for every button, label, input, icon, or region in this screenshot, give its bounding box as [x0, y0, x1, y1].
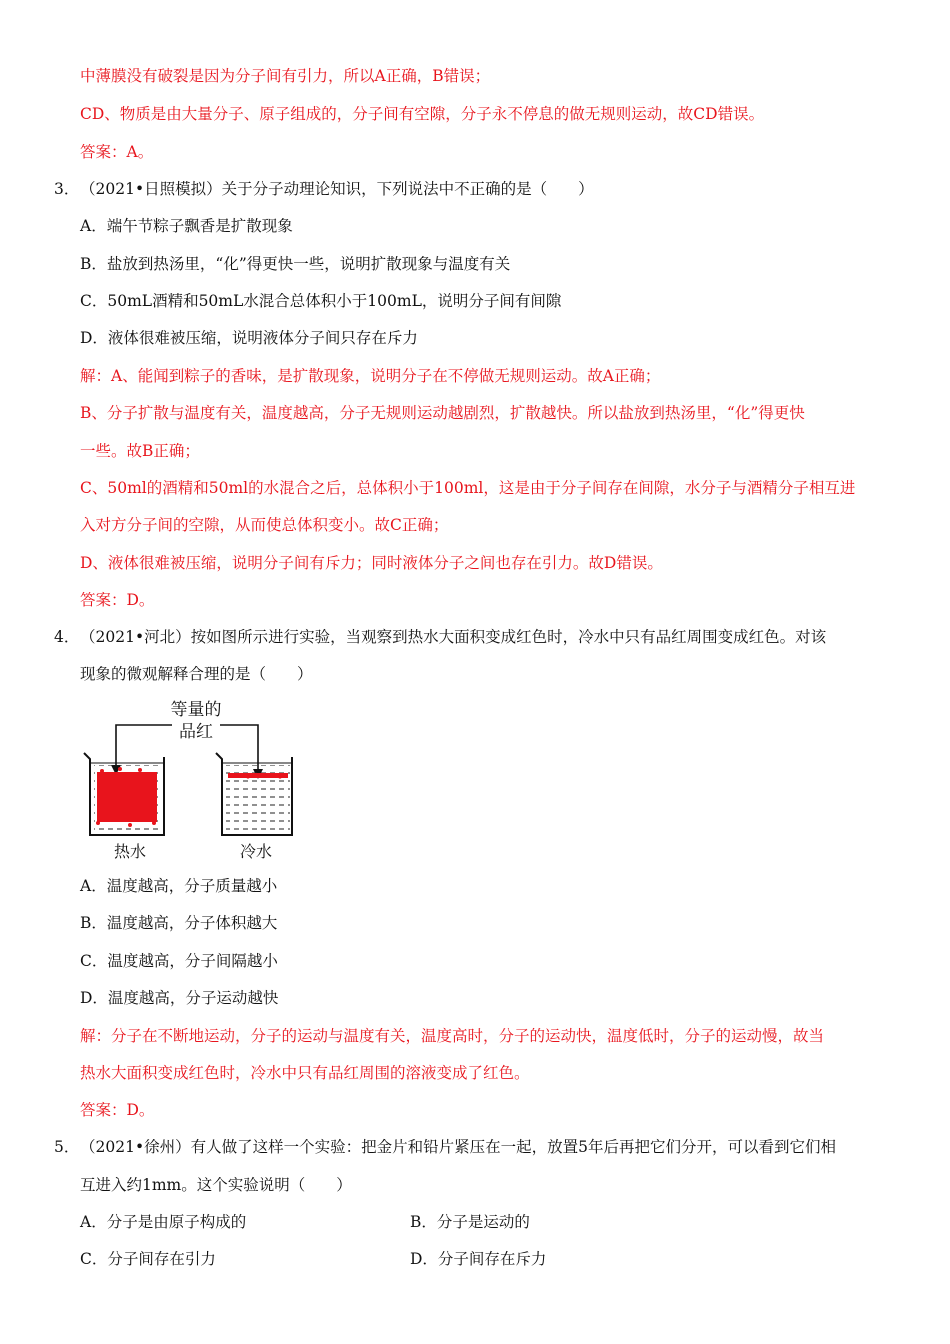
option-d: D．分子间存在斥力: [410, 1250, 547, 1268]
question-number: 5．: [54, 1138, 80, 1156]
option-a: A．分子是由原子构成的: [80, 1213, 247, 1231]
question-stem: （2021•徐州）有人做了这样一个实验：把金片和铅片紧压在一起，放置5年后再把它们分开，可以看到它们相: [80, 1138, 836, 1156]
option-d: D．液体很难被压缩，说明液体分子间只存在斥力: [80, 329, 418, 347]
cold-water-beaker: [216, 753, 292, 835]
solution-line: CD、物质是由大量分子、原子组成的，分子间有空隙，分子永不停息的做无规则运动，故CD错误。: [80, 105, 765, 123]
option-d: D．温度越高，分子运动越快: [80, 989, 279, 1007]
figure-title: 等量的: [170, 700, 222, 720]
hot-water-beaker: [84, 753, 164, 835]
question-stem: （2021•日照模拟）关于分子动理论知识，下列说法中不正确的是（ ）: [80, 180, 594, 198]
question-stem: 互进入约1mm。这个实验说明（ ）: [80, 1176, 352, 1194]
hot-water-label: 热水: [113, 842, 147, 861]
figure-title: 品红: [179, 722, 213, 742]
option-a: A．端午节粽子飘香是扩散现象: [80, 217, 293, 235]
option-c: C．温度越高，分子间隔越小: [80, 952, 278, 970]
option-c: C．分子间存在引力: [80, 1250, 216, 1268]
question-stem: 现象的微观解释合理的是（ ）: [80, 665, 313, 683]
solution-line: 解：分子在不断地运动，分子的运动与温度有关，温度高时，分子的运动快，温度低时，分子的运动慢，故当: [80, 1027, 825, 1045]
answer-line: 答案：D。: [80, 1101, 155, 1119]
question-number: 4．: [54, 628, 80, 646]
solution-line: B、分子扩散与温度有关，温度越高，分子无规则运动越剧烈，扩散越快。所以盐放到热汤里，“化”得更快: [80, 404, 805, 422]
solution-line: 入对方分子间的空隙，从而使总体积变小。故C正确；: [80, 516, 449, 534]
experiment-figure: [80, 697, 320, 865]
question-number: 3．: [54, 180, 80, 198]
solution-line: D、液体很难被压缩，说明分子间有斥力；同时液体分子之间也存在引力。故D错误。: [80, 554, 663, 572]
answer-line: 答案：D。: [80, 591, 155, 609]
option-a: A．温度越高，分子质量越小: [80, 877, 278, 895]
option-c: C．50mL酒精和50mL水混合总体积小于100mL，说明分子间有间隙: [80, 292, 562, 310]
solution-line: 解：A、能闻到粽子的香味，是扩散现象，说明分子在不停做无规则运动。故A正确；: [80, 367, 661, 385]
question-stem: （2021•河北）按如图所示进行实验，当观察到热水大面积变成红色时，冷水中只有品红周围变成红色。对该: [80, 628, 827, 646]
solution-line: 中薄膜没有破裂是因为分子间有引力，所以A正确，B错误；: [80, 67, 491, 85]
option-b: B．温度越高，分子体积越大: [80, 914, 278, 932]
option-b: B．盐放到热汤里，“化”得更快一些，说明扩散现象与温度有关: [80, 255, 511, 273]
answer-line: 答案：A。: [80, 143, 154, 161]
solution-line: 一些。故B正确；: [80, 442, 200, 460]
cold-water-label: 冷水: [239, 842, 273, 861]
solution-line: C、50ml的酒精和50ml的水混合之后，总体积小于100ml，这是由于分子间存在间隙，水分子与酒精分子相互进: [80, 479, 856, 497]
solution-line: 热水大面积变成红色时，冷水中只有品红周围的溶液变成了红色。: [80, 1064, 530, 1082]
option-b: B．分子是运动的: [410, 1213, 530, 1231]
